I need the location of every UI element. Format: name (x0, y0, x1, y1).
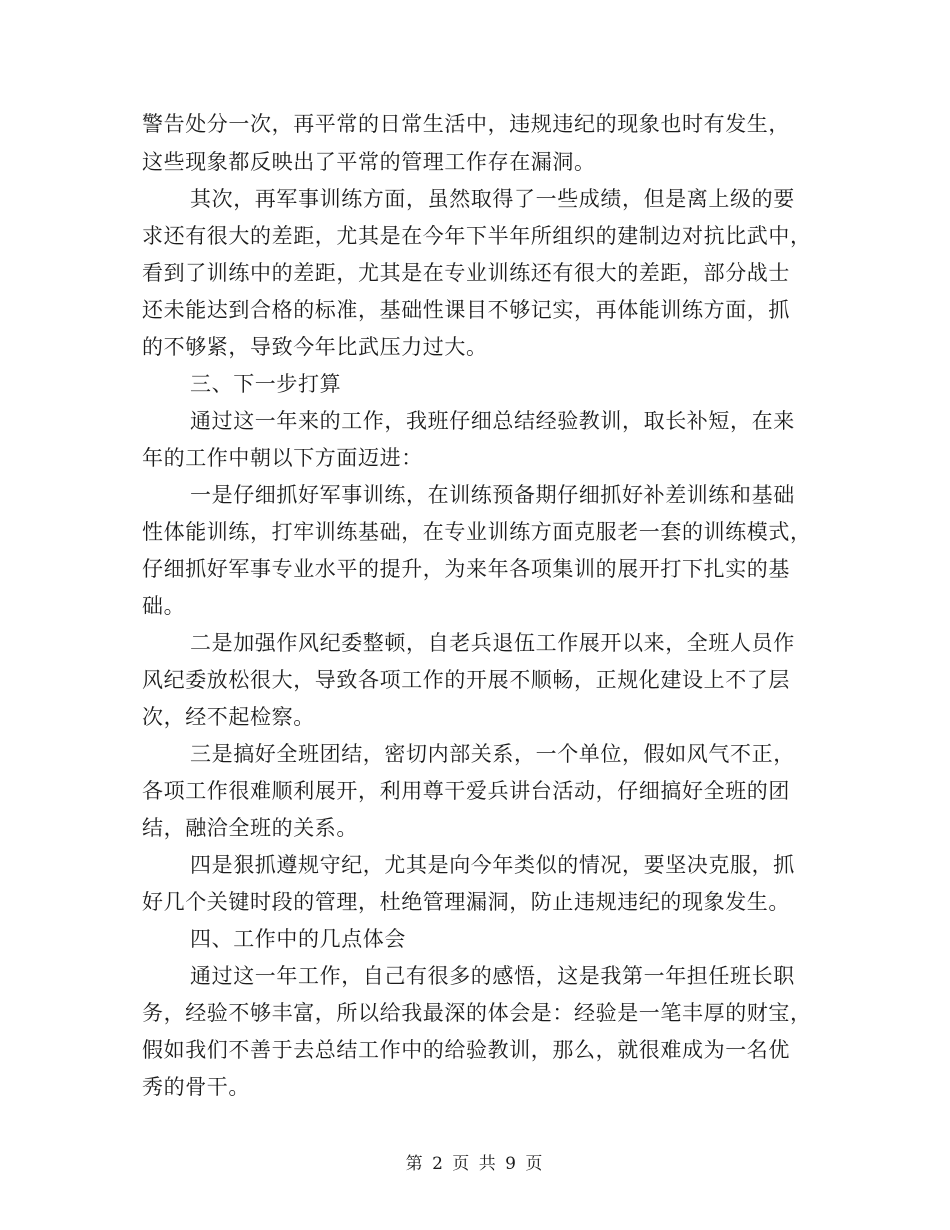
body-text-line: 性体能训练，打牢训练基础，在专业训练方面克服老一套的训练模式， (142, 520, 812, 544)
paragraph-first-line: 通过这一年来的工作，我班仔细总结经验教训，取长补短，在来 (190, 409, 795, 433)
body-text-line: 求还有很大的差距，尤其是在今年下半年所组织的建制边对抗比武中， (142, 224, 812, 248)
paragraph-first-line: 四是狠抓遵规守纪，尤其是向今年类似的情况，要坚决克服，抓 (190, 853, 795, 877)
body-text-line: 警告处分一次，再平常的日常生活中，违规违纪的现象也时有发生， (142, 112, 790, 136)
section-heading: 四、工作中的几点体会 (190, 927, 406, 951)
paragraph-first-line: 其次，再军事训练方面，虽然取得了一些成绩，但是离上级的要 (190, 187, 795, 211)
section-heading: 三、下一步打算 (190, 372, 342, 396)
page-number-footer: 第 2 页 共 9 页 (405, 1154, 545, 1174)
body-text-line: 础。 (142, 594, 186, 618)
body-text-line: 还未能达到合格的标准，基础性课目不够记实，再体能训练方面，抓 (142, 298, 790, 322)
body-text-line: 的不够紧，导致今年比武压力过大。 (142, 335, 488, 359)
body-text-line: 风纪委放松很大，导致各项工作的开展不顺畅，正规化建设上不了层 (142, 668, 790, 692)
body-text-line: 假如我们不善于去总结工作中的给验教训，那么，就很难成为一名优 (142, 1038, 790, 1062)
body-text-line: 这些现象都反映出了平常的管理工作存在漏洞。 (142, 150, 596, 174)
paragraph-first-line: 二是加强作风纪委整顿，自老兵退伍工作展开以来，全班人员作 (190, 631, 795, 655)
paragraph-first-line: 一是仔细抓好军事训练，在训练预备期仔细抓好补差训练和基础 (190, 483, 795, 507)
body-text-line: 仔细抓好军事专业水平的提升，为来年各项集训的展开打下扎实的基 (142, 557, 790, 581)
body-text-line: 好几个关键时段的管理，杜绝管理漏洞，防止违规违纪的现象发生。 (142, 890, 790, 914)
body-text-line: 秀的骨干。 (142, 1075, 250, 1099)
body-text-line: 看到了训练中的差距，尤其是在专业训练还有很大的差距，部分战士 (142, 261, 790, 285)
body-text-line: 年的工作中朝以下方面迈进： (142, 446, 423, 470)
body-text-line: 次，经不起检察。 (142, 705, 315, 729)
body-text-line: 结，融洽全班的关系。 (142, 816, 358, 840)
body-text-line: 务，经验不够丰富，所以给我最深的体会是：经验是一笔丰厚的财宝， (142, 1001, 812, 1025)
paragraph-first-line: 三是搞好全班团结，密切内部关系，一个单位，假如风气不正， (190, 742, 795, 766)
body-text-line: 各项工作很难顺利展开，利用尊干爱兵讲台活动，仔细搞好全班的团 (142, 779, 790, 803)
paragraph-first-line: 通过这一年工作，自己有很多的感悟，这是我第一年担任班长职 (190, 964, 795, 988)
